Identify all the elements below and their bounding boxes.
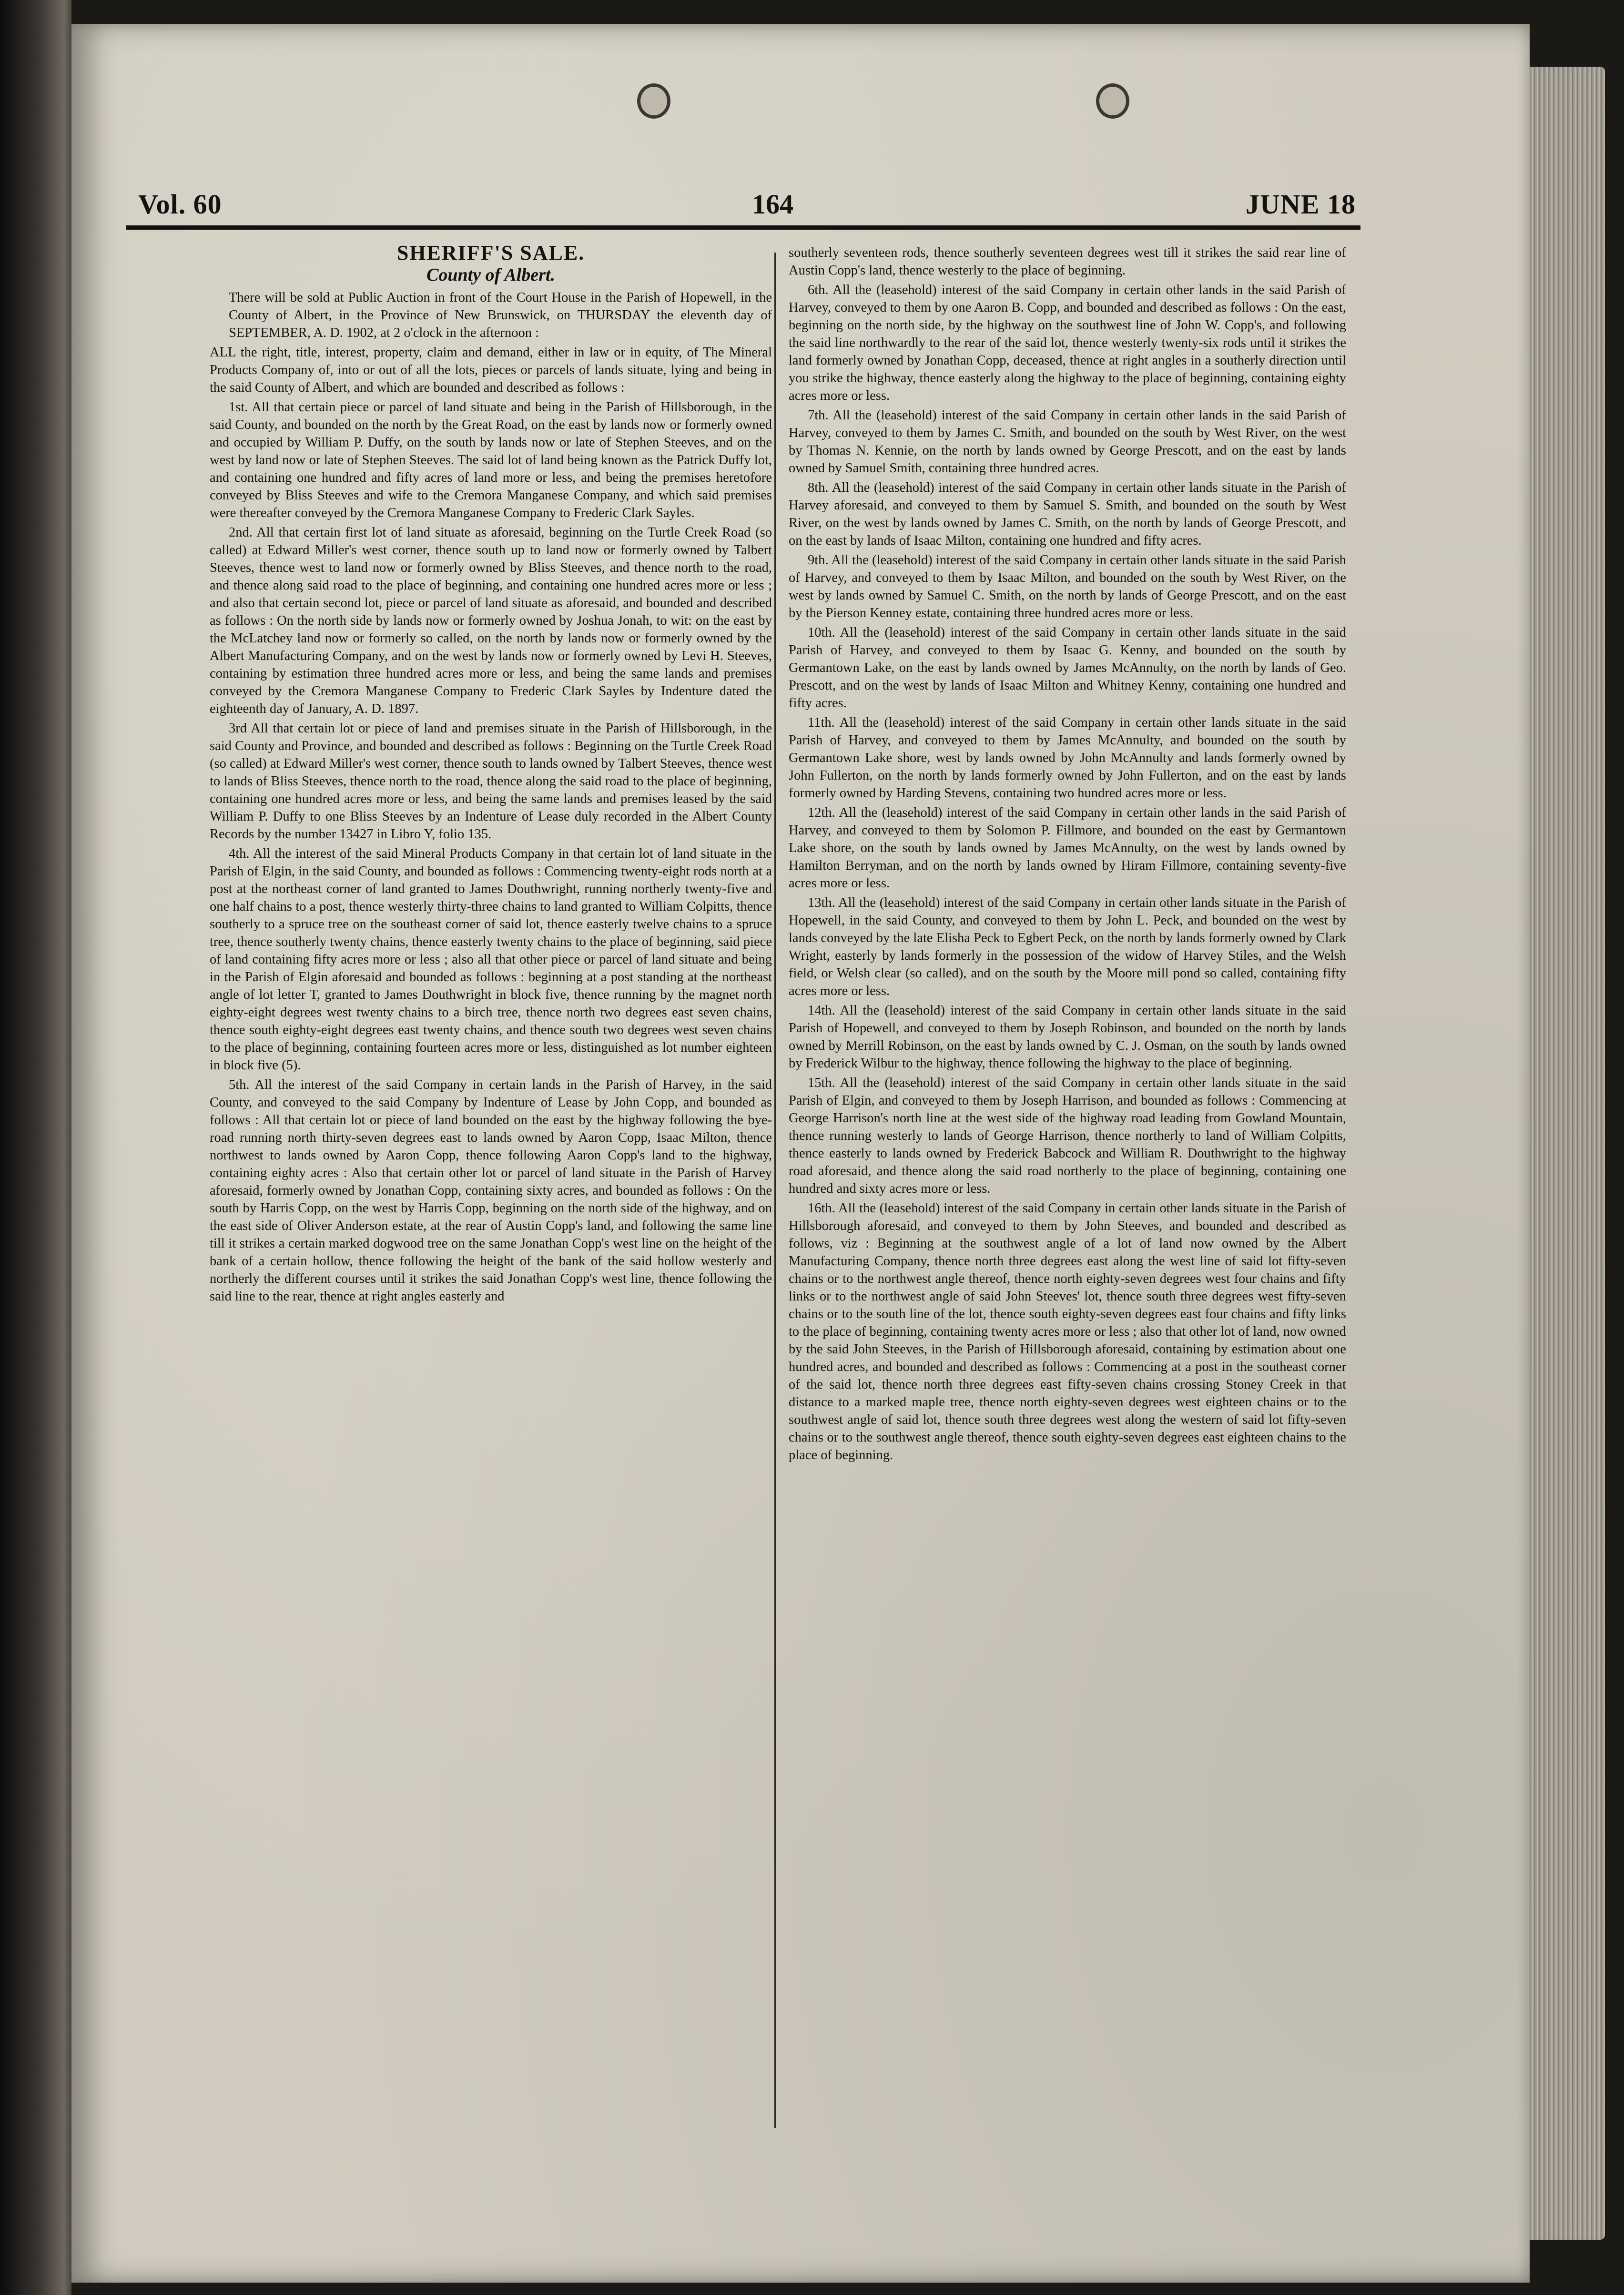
notice-paragraph: 11th. All the (leasehold) interest of the said Company in certain other lands situate in the said Parish of Harvey, and conveyed to them by James McAnnulty, and bounded on the south by Germantown Lake shore, west by lands owned by John McAnnulty and lands formerly owned by John Fullerton, on the north by lands formerly owned by John Fullerton, and on the east by lands formerly owned by Harding Stevens, containing two hundred acres more or less. [789, 715, 1346, 801]
notice-paragraph: 8th. All the (leasehold) interest of the said Company in certain other lands situate in the Parish of Harvey aforesaid, and conveyed to them by Samuel S. Smith, and bounded on the south by West River, on the west by lands owned by James C. Smith, on the north by lands of George Prescott, and on the east by lands of Isaac Milton, containing one hundred and fifty acres. [789, 480, 1346, 548]
book-spine-left [0, 0, 71, 2295]
column-divider [774, 253, 776, 2128]
notice-paragraph: 7th. All the (leasehold) interest of the said Company in certain other lands in the said Parish of Harvey, conveyed to them by James C. Smith, and bounded on the south by West River, on the west by Thomas N. Kennie, on the north by lands owned by George Prescott, and on the east by lands owned by Samuel Smith, containing three hundred acres. [789, 408, 1346, 476]
notice-paragraph: 13th. All the (leasehold) interest of the said Company in certain other lands situate in the Parish of Hopewell, in the said County, and conveyed to them by John L. Peck, and bounded on the west by lands conveyed by the late Elisha Peck to Egbert Peck, on the north by lands formerly owned by Clark Wright, easterly by lands formerly in the possession of the widow of Harvey Stiles, and the Welsh field, or Welsh clear (so called), and on the south by the Moore mill pond so called, containing fifty acres more or less. [789, 895, 1346, 998]
header-rule [126, 225, 1360, 230]
notice-paragraph: 14th. All the (leasehold) interest of the said Company in certain other lands situate in the said Parish of Hopewell, and conveyed to them by Joseph Robinson, and bounded on the north by lands owned by Merrill Robinson, on the east by lands owned by C. J. Osman, on the south by lands owned by Frederick Wilbur to the highway, thence following the highway to the place of beginning. [789, 1003, 1346, 1071]
notice-paragraph: 4th. All the interest of the said Mineral Products Company in that certain lot of land situate in the Parish of Elgin, in the said County, and bounded as follows : Commencing twenty-eight rods north at a post at the northeast corner of land granted to James Douthwright, running northerly twenty-five and one half chains to a post, thence westerly thirty-three chains to land granted to William Colpitts, thence southerly to a spruce tree on the southeast corner of said lot, thence easterly twelve chains to a spruce tree, thence southerly twenty chains, thence easterly twenty chains to the place of beginning, said piece of land containing fifty acres more or less ; also all that other piece or parcel of land situate and being in the Parish of Elgin aforesaid and bounded as follows : beginning at a post standing at the northeast angle of lot letter T, granted to James Douthwright in block five, thence running by the magnet north eighty-eight degrees west twenty chains to a birch tree, thence north two degrees east seven chains, thence south eighty-eight degrees east twenty chains, and thence south two degrees west seven chains to the place of beginning, containing fourteen acres more or less, distinguished as lot number eighteen in block five (5). [210, 846, 772, 1073]
notice-title: SHERIFF'S SALE. [396, 241, 585, 264]
notice-paragraph: 3rd All that certain lot or piece of land and premises situate in the Parish of Hillsborough, in the said County and Province, and bounded and described as follows : Beginning on the Turtle Creek Road (so called) at Edward Miller's west corner, thence south to lands owned by Talbert Steeves, thence west to lands of Bliss Steeves, thence north to the road, thence along the said road to the place of beginning, containing one hundred acres more or less, and being the same lands and premises leased by the said William P. Duffy to one Bliss Steeves by an Indenture of Lease duly recorded in the Albert County Records by the number 13427 in Libro Y, folio 135. [210, 721, 772, 842]
notice-paragraph: 10th. All the (leasehold) interest of the said Company in certain other lands situate in the said Parish of Harvey, and conveyed to them by Isaac G. Kenny, and bounded on the south by Germantown Lake, on the east by lands owned by James McAnnulty, on the north by lands of Geo. Prescott, and on the west by lands of Isaac Milton and Whitney Kenny, containing one hundred and fifty acres. [789, 625, 1346, 711]
notice-paragraph: 2nd. All that certain first lot of land situate as aforesaid, beginning on the Turtle Creek Road (so called) at Edward Miller's west corner, thence south up to land now or formerly owned by Talbert Steeves, thence west to land now or formerly owned by Bliss Steeves, and thence north to the road, and thence along said road to the place of beginning, and containing one hundred acres more or less ; and also that certain second lot, piece or parcel of land situate as aforesaid, and bounded and described as follows : On the north side by lands now or formerly owned by Joshua Jonah, to wit: on the east by the McLatchey land now or formerly so called, on the north by lands now or formerly owned by the Albert Manufacturing Company, and on the west by lands now or formerly owned by Levi H. Steeves, containing by estimation three hundred acres more or less, and being the same lands and premises conveyed by the Cremora Manganese Company to Frederic Clark Sayles by Indenture dated the eighteenth day of January, A. D. 1897. [210, 525, 772, 716]
issue-date: JUNE 18 [1246, 189, 1356, 220]
page-number: 164 [752, 189, 793, 220]
volume-label: Vol. 60 [138, 189, 222, 220]
left-column [210, 241, 772, 1307]
right-column [789, 244, 1346, 1466]
notice-subtitle: County of Albert. [426, 265, 555, 285]
notice-paragraph: 12th. All the (leasehold) interest of the said Company in certain other lands in the said Parish of Harvey, and conveyed to them by Solomon P. Fillmore, and bounded on the east by Germantown Lake shore, on the south by lands owned by James McAnnulty, on the west by lands owned by Hamilton Berryman, and on the north by lands owned by Hiram Fillmore, containing seventy-five acres more or less. [789, 805, 1346, 891]
notice-paragraph: ALL the right, title, interest, property, claim and demand, either in law or in equity, of The Mineral Products Company of, into or out of all the lots, pieces or parcels of lands situate, lying and being in the said County of Albert, and which are bounded and described as follows : [210, 345, 772, 395]
notice-paragraph: 15th. All the (leasehold) interest of the said Company in certain other lands situate in the said Parish of Elgin, and conveyed to them by Joseph Harrison, and bounded as follows : Commencing at George Harrison's north line at the west side of the highway road leading from Gowland Mountain, thence running westerly to lands of George Harrison, thence northerly to land of William Colpitts, thence easterly to lands owned by Frederick Babcock and William R. Douthwright to the highway road aforesaid, and thence along the said road northerly to the place of beginning, containing one hundred and sixty acres more or less. [789, 1076, 1346, 1196]
notice-paragraph: 5th. All the interest of the said Company in certain lands in the Parish of Harvey, in the said County, and conveyed to the said Company by Indenture of Lease by John Copp, and bounded as follows : All that certain lot or piece of land bounded on the east by the highway following the bye-road running north thirty-seven degrees east to lands owned by Aaron Copp, Isaac Milton, thence northwest to lands owned by Aaron Copp, thence following Aaron Copp's land to the highway, containing eighty acres : Also that certain other lot or parcel of land situate in the Parish of Harvey aforesaid, formerly owned by Jonathan Copp, containing sixty acres, and bounded as follows : On the south by Harris Copp, on the west by Harris Copp, beginning on the north side of the highway, and on the east side of Oliver Anderson estate, at the rear of Austin Copp's land, and following the same line till it strikes a certain marked dogwood tree on the same Jonathan Copp's west line on the height of the bank of a certain hollow, thence following the height of the bank of the said hollow westerly and northerly the different courses until it strikes the said Jonathan Copp's west line, thence following the said line to the rear, thence at right angles easterly and [210, 1077, 772, 1304]
book-page-edges [1522, 67, 1605, 2240]
punch-hole-right [1096, 83, 1129, 119]
punch-hole-left [637, 83, 670, 119]
notice-paragraph: There will be sold at Public Auction in front of the Court House in the Parish of Hopewell, in the County of Albert, in the Province of New Brunswick, on THURSDAY the eleventh day of SEPTEMBER, A. D. 1902, at 2 o'clock in the afternoon : [229, 290, 772, 340]
notice-paragraph: southerly seventeen rods, thence southerly seventeen degrees west till it strikes the said rear line of Austin Copp's land, thence westerly to the place of beginning. [789, 245, 1346, 278]
notice-paragraph: 16th. All the (leasehold) interest of the said Company in certain other lands situate in the Parish of Hillsborough aforesaid, and conveyed to them by John Steeves, and bounded and described as follows, viz : Beginning at the southwest angle of a lot of land now owned by the Albert Manufacturing Company, thence north three degrees east along the west line of said lot fifty-seven chains or to the northwest angle thereof, thence north eighty-seven degrees west four chains and fifty links or to the northwest angle of said John Steeves' lot, thence south three degrees west fifty-seven chains or to the south line of the lot, thence south eighty-seven degrees east four chains and fifty links to the place of beginning, containing twenty acres more or less ; also that other lot of land, now owned by the said John Steeves, in the Parish of Hillsborough aforesaid, containing by estimation about one hundred acres, and bounded and described as follows : Commencing at a post in the southeast corner of the said lot, thence north three degrees east fifty-seven chains crossing Stoney Creek in that distance to a marked maple tree, thence north eighty-seven degrees west eighteen chains or to the southwest angle of said lot, thence south three degrees west along the western of said lot fifty-seven chains or to the southwest angle thereof, thence south eighty-seven degrees east eighteen chains to the place of beginning. [789, 1201, 1346, 1462]
notice-paragraph: 9th. All the (leasehold) interest of the said Company in certain other lands situate in the said Parish of Harvey, and conveyed to them by Isaac Milton, and bounded on the south by West River, on the west by lands owned by Samuel C. Smith, on the north by lands of George Prescott, and on the east by the Pierson Kenney estate, containing three hundred acres more or less. [789, 553, 1346, 620]
notice-paragraph: 6th. All the (leasehold) interest of the said Company in certain other lands in the said Parish of Harvey, conveyed to them by one Aaron B. Copp, and bounded and described as follows : On the east, beginning on the north side, by the highway on the southwest line of John W. Copp's, and following the said line northwardly to the rear of the said lot, thence westerly twenty-six rods until it strikes the land formerly owned by Jonathan Copp, deceased, thence at right angles in a southerly direction until you strike the highway, thence easterly along the highway to the place of beginning, containing eighty acres more or less. [789, 283, 1346, 403]
page-header [138, 188, 1356, 226]
notice-paragraph: 1st. All that certain piece or parcel of land situate and being in the Parish of Hillsborough, in the said County, and bounded on the north by the Great Road, on the east by lands now or formerly owned and occupied by William P. Duffy, on the south by lands now or late of Stephen Steeves, and on the west by land now or late of Stephen Steeves. The said lot of land being known as the Patrick Duffy lot, and containing one hundred and fifty acres of land more or less, and being the premises heretofore conveyed by Bliss Steeves and wife to the Cremora Manganese Company, and which said premises were thereafter conveyed by the Cremora Manganese Company to Frederic Clark Sayles. [210, 400, 772, 520]
